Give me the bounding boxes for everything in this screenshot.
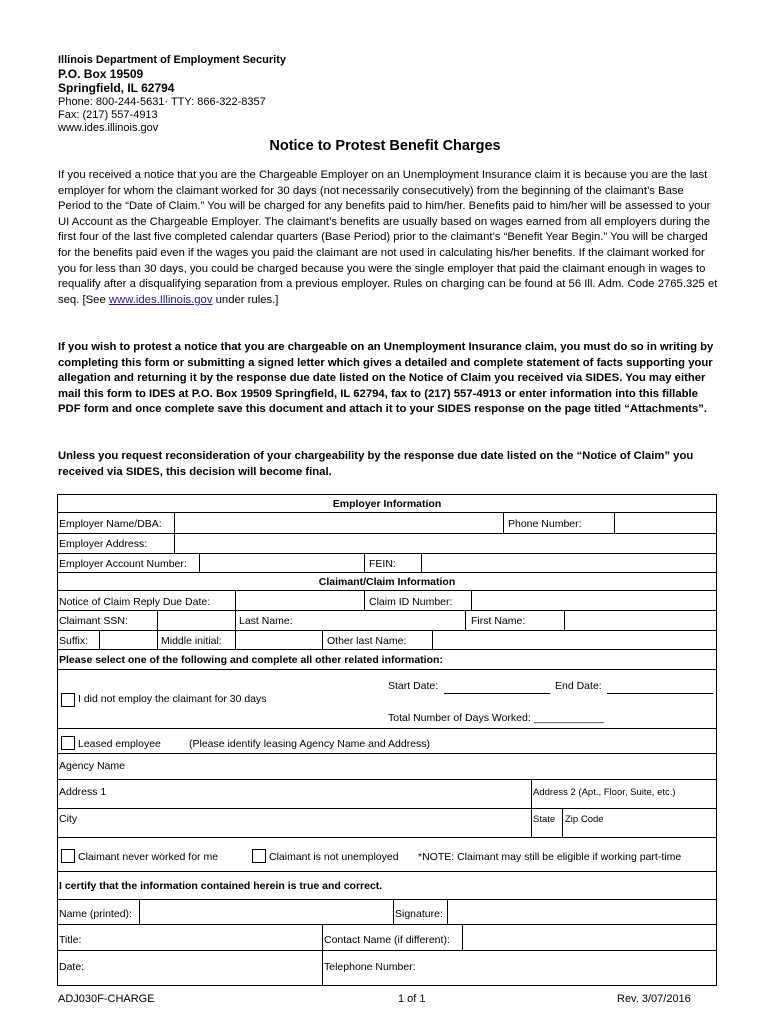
intro-tail: under rules.]: [212, 293, 279, 306]
last-name-field[interactable]: [297, 611, 465, 630]
account-number-label: Employer Account Number:: [59, 558, 187, 570]
telephone-label: Telephone Number:: [324, 961, 416, 973]
leased-employee-label: Leased employee: [78, 738, 161, 750]
signature-field[interactable]: [448, 900, 715, 924]
part-time-note: *NOTE: Claimant may still be eligible if working part-time: [418, 851, 682, 863]
middle-initial-label: Middle initial:: [161, 635, 222, 647]
po-box: P.O. Box 19509: [58, 67, 144, 81]
agency-fax: Fax: (217) 557-4913: [58, 109, 158, 121]
middle-initial-field[interactable]: [236, 631, 322, 649]
state-field[interactable]: [532, 810, 562, 836]
other-last-name-label: Other last Name:: [327, 635, 407, 647]
address1-label: Address 1: [59, 786, 107, 798]
form-id: ADJ030F-CHARGE: [58, 993, 155, 1005]
fein-field[interactable]: [422, 554, 715, 572]
not-unemployed-label: Claimant is not unemployed: [269, 851, 399, 863]
telephone-field[interactable]: [427, 951, 715, 984]
never-worked-label: Claimant never worked for me: [78, 851, 219, 863]
revision-date: Rev. 3/07/2016: [617, 993, 691, 1005]
page-title: Notice to Protest Benefit Charges: [269, 138, 501, 154]
employer-section-heading: Employer Information: [332, 498, 442, 510]
certify-statement: I certify that the information contained herein is true and correct.: [59, 880, 383, 892]
agency-phone: Phone: 800-244-5631· TTY: 866-322-8357: [58, 96, 266, 108]
phone-number-field[interactable]: [615, 513, 715, 533]
agency-city: Springfield, IL 62794: [58, 81, 175, 95]
date-field[interactable]: [87, 951, 321, 984]
last-name-label: Last Name:: [239, 615, 293, 627]
end-date-label: End Date:: [555, 680, 602, 692]
zip-field[interactable]: [563, 810, 715, 836]
other-last-name-field[interactable]: [433, 631, 715, 649]
first-name-field[interactable]: [565, 611, 715, 630]
address2-label: Address 2 (Apt., Floor, Suite, etc.): [533, 787, 676, 798]
warning-paragraph: Unless you request reconsideration of your chargeability by the response due date listed on the “Notice of Claim” you received via SIDES, this decision will become final.: [58, 450, 694, 478]
name-printed-label: Name (printed):: [59, 908, 132, 920]
end-date-field[interactable]: [607, 678, 713, 693]
claim-id-label: Claim ID Number:: [369, 596, 453, 608]
not-employed-30-days-label: I did not employ the claimant for 30 days: [78, 693, 267, 705]
instructions-paragraph: If you wish to protest a notice that you are chargeable on an Unemployment Insurance claim, you must do so in writing by completing this form or submitting a signed letter which gives a detailed and complete statement of facts supporting your allegation and returning it by the response due date listed on the Notice of Claim you received via SIDES. You may either mail this form to IDES at P.O. Box 19509 Springfield, IL 62794, fax to (217) 557-4913 or enter information into this fillable PDF form and once complete save this document and attach it to your SIDES response on the page titled “Attachments”.: [58, 341, 714, 416]
address2-field[interactable]: [532, 781, 715, 807]
intro-paragraph: [58, 168, 718, 308]
phone-number-label: Phone Number:: [508, 518, 582, 530]
account-number-field[interactable]: [200, 554, 364, 572]
claimant-ssn-field[interactable]: [158, 611, 234, 630]
claim-id-field[interactable]: [472, 591, 715, 610]
date-label: Date:: [59, 961, 85, 973]
name-printed-field[interactable]: [140, 900, 393, 924]
start-date-label: Start Date:: [388, 680, 439, 692]
zip-label: Zip Code: [565, 814, 604, 825]
city-label: City: [59, 813, 78, 825]
claimant-ssn-label: Claimant SSN:: [59, 615, 128, 627]
leased-employee-note: (Please identify leasing Agency Name and Address): [189, 738, 431, 750]
city-field[interactable]: [58, 810, 530, 836]
agency-name-field[interactable]: [58, 756, 716, 778]
fein-label: FEIN:: [369, 558, 396, 570]
page-number: 1 of 1: [398, 993, 426, 1005]
suffix-label: Suffix:: [59, 635, 88, 647]
start-date-field[interactable]: [444, 678, 550, 693]
employer-name-field[interactable]: [175, 513, 503, 533]
agency-name: Illinois Department of Employment Security: [58, 54, 286, 66]
not-unemployed-checkbox[interactable]: [252, 849, 266, 863]
total-days-label: Total Number of Days Worked: ____________: [388, 712, 604, 724]
contact-name-label: Contact Name (if different):: [324, 934, 450, 946]
state-label: State: [533, 814, 556, 825]
employer-address-label: Employer Address:: [59, 538, 148, 550]
employer-name-label: Employer Name/DBA:: [59, 518, 162, 530]
agency-name-label: Agency Name: [59, 760, 125, 772]
reply-due-date-field[interactable]: [236, 591, 364, 610]
not-employed-30-days-checkbox[interactable]: [61, 693, 75, 707]
leased-employee-checkbox[interactable]: [61, 736, 75, 750]
employer-address-field[interactable]: [175, 534, 715, 553]
claimant-section-heading: Claimant/Claim Information: [318, 576, 456, 588]
signature-label: Signature:: [395, 908, 443, 920]
title-label: Title:: [59, 934, 82, 946]
protest-form: [57, 494, 717, 986]
never-worked-checkbox[interactable]: [61, 849, 75, 863]
reply-due-date-label: Notice of Claim Reply Due Date:: [59, 596, 211, 608]
select-instruction: Please select one of the following and complete all other related information:: [59, 654, 443, 666]
rules-link[interactable]: www.ides.Illinois.gov: [108, 293, 213, 306]
first-name-label: First Name:: [471, 615, 526, 627]
agency-website: www.ides.illinois.gov: [58, 122, 159, 134]
address1-field[interactable]: [58, 781, 530, 807]
contact-name-field[interactable]: [463, 925, 715, 950]
intro-text: If you received a notice that you are the Chargeable Employer on an Unemployment Insurance claim it is because you are the last employer for whom the claimant worked for 30 days (not necessarily consecutively) from the beginning of the claimant’s Base Period to the “Date of Claim.” You will be charged for any benefits paid to him/her. Benefits paid to him/her will be assessed to your UI Account as the Chargeable Employer. The claimant’s benefits are usually based on wages earned from all employers during the first four of the last five completed calendar quarters (Base Period) prior to the claimant’s “Benefit Year Begin.” You will be charged for the benefits paid even if the wages you paid the claimant are not used in calculating his/her benefits. If the claimant worked for you for less than 30 days, you could be charged because you were the single employer that paid the claimant enough in wages to requalify after a disqualifying separation from a previous employer. Rules on charging can be found at 56 Ill. Adm. Code 2765.325 et seq. [See: [58, 169, 718, 306]
suffix-field[interactable]: [100, 631, 157, 649]
title-field[interactable]: [87, 925, 321, 950]
